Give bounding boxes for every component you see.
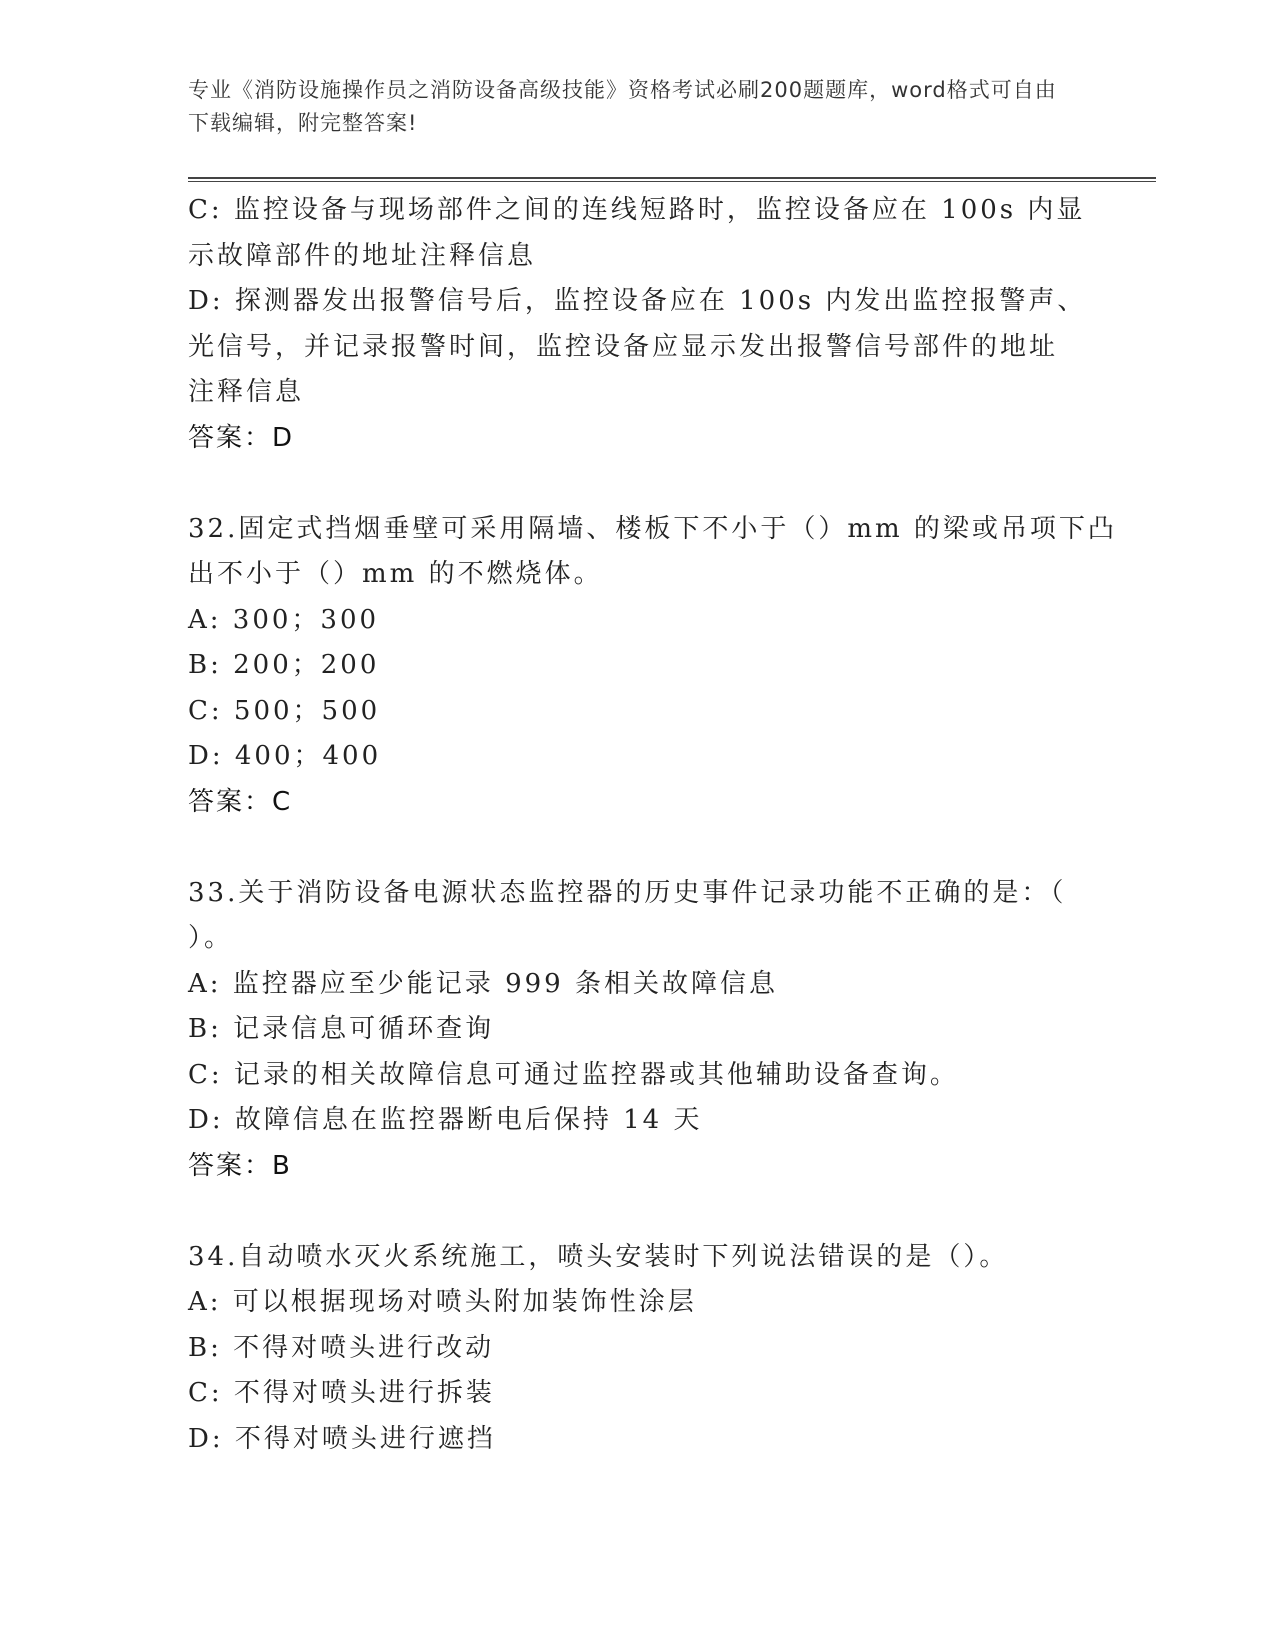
- spacer: [188, 825, 1088, 871]
- option-d: D: 不得对喷头进行遮挡: [188, 1423, 496, 1454]
- option-c-line: C: 监控设备与现场部件之间的连线短路时，监控设备应在 100s 内显: [188, 195, 1086, 225]
- option-d-line: 光信号，并记录报警时间，监控设备应显示发出报警信号部件的地址: [188, 331, 1059, 362]
- answer-line: 答案：C: [188, 786, 293, 817]
- option-b: B: 200；200: [188, 650, 380, 680]
- option-b: B: 不得对喷头进行改动: [188, 1332, 495, 1363]
- answer-line: 答案：D: [188, 422, 295, 453]
- option-c-line: 示故障部件的地址注释信息: [188, 240, 537, 271]
- answer-line: 答案：B: [188, 1150, 292, 1181]
- document-header: 专业《消防设施操作员之消防设备高级技能》资格考试必刷200题题库，word格式可自由下载编辑，附完整答案!: [188, 78, 1057, 135]
- option-d-line: D: 探测器发出报警信号后，监控设备应在 100s 内发出监控报警声、: [188, 286, 1087, 316]
- question-stem: 33.关于消防设备电源状态监控器的历史事件记录功能不正确的是：（: [188, 877, 1067, 908]
- question-stem: 34.自动喷水灭火系统施工，喷头安装时下列说法错误的是（）。: [188, 1241, 1009, 1272]
- question-stem: ）。: [188, 923, 234, 953]
- question-stem: 32.固定式挡烟垂壁可采用隔墙、楼板下不小于（）mm 的梁或吊项下凸: [188, 513, 1117, 544]
- option-a: A: 监控器应至少能记录 999 条相关故障信息: [188, 968, 778, 999]
- document-body: [188, 188, 1117, 1462]
- option-a: A: 300；300: [188, 604, 380, 635]
- question-31-continued: [188, 188, 1088, 461]
- option-c: C: 记录的相关故障信息可通过监控器或其他辅助设备查询。: [188, 1059, 959, 1090]
- question-34: [188, 1235, 1088, 1463]
- header-divider: [188, 177, 1156, 182]
- question-32: [188, 507, 1117, 826]
- option-d: D: 400；400: [188, 741, 382, 771]
- question-33: [188, 871, 1088, 1190]
- spacer: [188, 1189, 1088, 1235]
- spacer: [188, 461, 1088, 507]
- option-a: A: 可以根据现场对喷头附加装饰性涂层: [188, 1287, 697, 1317]
- option-c: C: 500；500: [188, 695, 381, 726]
- option-c: C: 不得对喷头进行拆装: [188, 1378, 495, 1408]
- question-stem: 出不小于（）mm 的不燃烧体。: [188, 559, 603, 589]
- option-d: D: 故障信息在监控器断电后保持 14 天: [188, 1105, 703, 1135]
- option-b: B: 记录信息可循环查询: [188, 1014, 495, 1044]
- option-d-line: 注释信息: [188, 377, 305, 407]
